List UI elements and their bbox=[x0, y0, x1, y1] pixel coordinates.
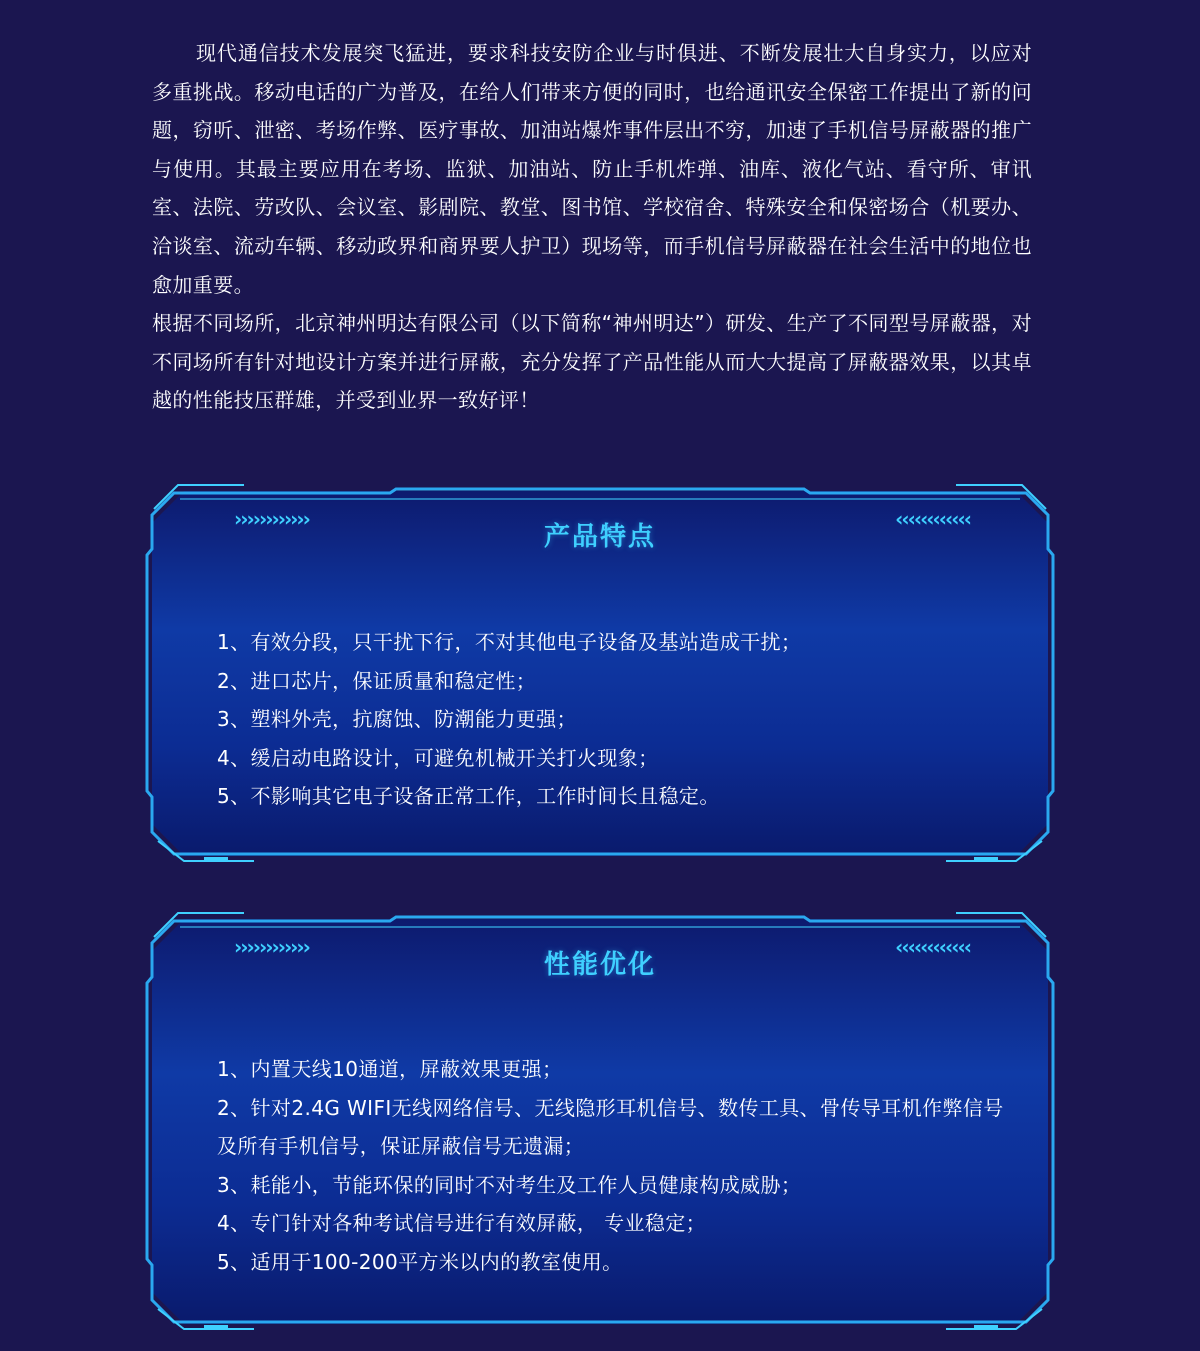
performance-list-item: 1、内置天线10通道，屏蔽效果更强； bbox=[217, 1057, 563, 1081]
intro-paragraph-2: 根据不同场所，北京神州明达有限公司（以下简称“神州明达”）研发、生产了不同型号屏蔽器，对不同场所有针对地设计方案并进行屏蔽，充分发挥了产品性能从而大大提高了屏蔽器效果，以其卓越的性能技压群雄，并受到业界一致好评！ bbox=[152, 311, 1032, 413]
performance-list-item: 2、针对2.4G WIFI无线网络信号、无线隐形耳机信号、数传工具、骨传导耳机作弊信号及所有手机信号，保证屏蔽信号无遗漏； bbox=[217, 1095, 1004, 1159]
features-list-item: 1、有效分段，只干扰下行，不对其他电子设备及基站造成干扰； bbox=[217, 630, 802, 654]
performance-title: 性能优化 bbox=[543, 950, 656, 980]
features-list-item: 4、缓启动电路设计，可避免机械开关打火现象； bbox=[217, 745, 659, 770]
features-list bbox=[217, 623, 1017, 816]
intro-paragraph-1: 现代通信技术发展突飞猛进，要求科技安防企业与时俱进、不断发展壮大自身实力，以应对多重挑战。移动电话的广为普及，在给人们带来方便的同时，也给通讯安全保密工作提出了新的问题，窃听、泄密、考场作弊、医疗事故、加油站爆炸事件层出不穷，加速了手机信号屏蔽器的推广与使用。其最主要应用在考场、监狱、加油站、防止手机炸弹、油库、液化气站、看守所、审讯室、法院、劳改队、会议室、影剧院、教堂、图书馆、学校宿舍、特殊安全和保密场合（机要办、洽谈室、流动车辆、移动政界和商界要人护卫）现场等，而手机信号屏蔽器在社会生活中的地位也愈加重要。 bbox=[152, 41, 1032, 297]
performance-list bbox=[217, 1050, 1017, 1282]
features-card bbox=[144, 481, 1056, 866]
features-arrows-right-icon: ‹‹‹‹‹‹‹‹‹‹‹‹ bbox=[895, 507, 970, 531]
performance-list-item: 5、适用于100-200平方米以内的教室使用。 bbox=[217, 1249, 623, 1274]
performance-list-item: 3、耗能小，节能环保的同时不对考生及工作人员健康构成威胁； bbox=[217, 1172, 802, 1197]
features-list-item: 2、进口芯片，保证质量和稳定性； bbox=[217, 668, 537, 693]
features-list-item: 5、不影响其它电子设备正常工作，工作时间长且稳定。 bbox=[217, 784, 720, 809]
features-title: 产品特点 bbox=[543, 522, 656, 552]
performance-card bbox=[144, 909, 1056, 1334]
performance-arrows-left-icon: ›››››››››››› bbox=[234, 935, 309, 959]
performance-list-item: 4、专门针对各种考试信号进行有效屏蔽， 专业稳定； bbox=[217, 1211, 707, 1236]
features-arrows-left-icon: ›››››››››››› bbox=[234, 507, 309, 531]
features-list-item: 3、塑料外壳，抗腐蚀、防潮能力更强； bbox=[217, 707, 577, 732]
performance-arrows-right-icon: ‹‹‹‹‹‹‹‹‹‹‹‹ bbox=[895, 935, 970, 959]
intro-text bbox=[152, 34, 1032, 420]
